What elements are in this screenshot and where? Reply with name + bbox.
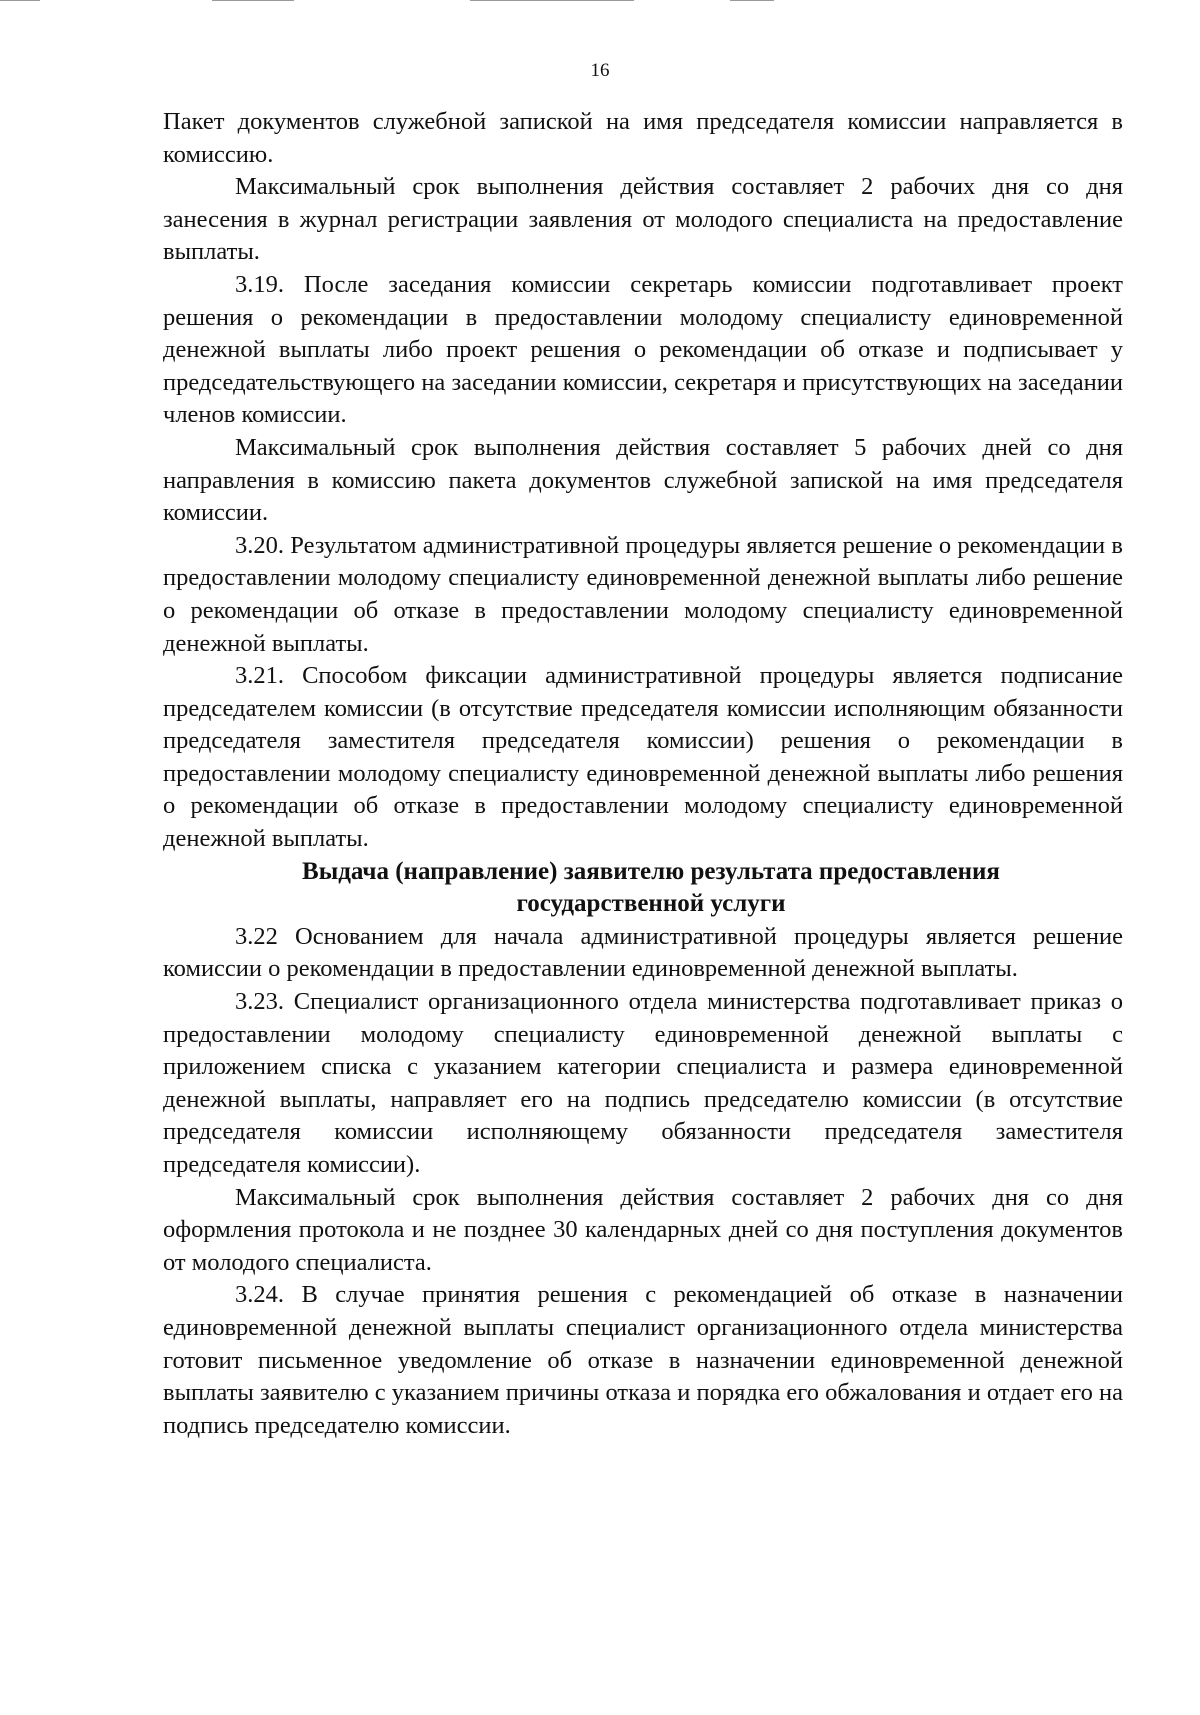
section-heading-line: Выдача (направление) заявителю результата предоставления <box>302 857 1000 885</box>
document-body <box>163 106 1123 1442</box>
section-heading <box>163 856 1123 921</box>
paragraph: Максимальный срок выполнения действия составляет 2 рабочих дня со дня оформления протокола и не позднее 30 календарных дней со дня поступления документов от молодого специалиста. <box>163 1183 1123 1276</box>
paragraph: Максимальный срок выполнения действия составляет 2 рабочих дня со дня занесения в журнал регистрации заявления от молодого специалиста на предоставление выплаты. <box>163 173 1123 266</box>
paragraph-3-21: 3.21. Способом фиксации административной процедуры является подписание председателем комиссии (в отсутствие председателя комиссии исполняющим обязанности председателя заместителя председателя комиссии) решения о рекомендации в предоставлении молодому специалисту единовременной денежной выплаты либо решения о рекомендации об отказе в предоставлении молодому специалисту единовременной денежной выплаты. <box>163 662 1123 853</box>
paragraph-3-22: 3.22 Основанием для начала административной процедуры является решение комиссии о рекомендации в предоставлении единовременной денежной выплаты. <box>163 922 1123 983</box>
paragraph-3-19: 3.19. После заседания комиссии секретарь комиссии подготавливает проект решения о рекомендации в предоставлении молодому специалисту единовременной денежной выплаты либо проект решения о рекомендации об отказе и подписывает у председательствующего на заседании комиссии, секретаря и присутствующих на заседании членов комиссии. <box>163 270 1123 429</box>
scan-edge-line <box>470 0 634 1</box>
paragraph-3-23: 3.23. Специалист организационного отдела министерства подготавливает приказ о предоставлении молодому специалисту единовременной денежной выплаты с приложением списка с указанием категории специалиста и размера единовременной денежной выплаты, направляет его на подпись председателю комиссии (в отсутствие председателя комиссии исполняющему обязанности председателя заместителя председателя комиссии). <box>163 988 1123 1178</box>
paragraph: Максимальный срок выполнения действия составляет 5 рабочих дней со дня направления в комиссию пакета документов служебной запиской на имя председателя комиссии. <box>163 433 1123 527</box>
paragraph-3-20: 3.20. Результатом административной процедуры является решение о рекомендации в предоставлении молодому специалисту единовременной денежной выплаты либо решение о рекомендации об отказе в предоставлении молодому специалисту единовременной денежной выплаты. <box>163 531 1123 657</box>
scan-edge-line <box>730 0 774 1</box>
paragraph: Пакет документов служебной запиской на имя председателя комиссии направляется в комиссию. <box>163 108 1123 168</box>
paragraph-3-24: 3.24. В случае принятия решения с рекомендацией об отказе в назначении единовременной денежной выплаты специалист организационного отдела министерства готовит письменное уведомление об отказе в назначении единовременной денежной выплаты заявителю с указанием причины отказа и порядка его обжалования и отдает его на подпись председателю комиссии. <box>163 1281 1123 1439</box>
page-number: 16 <box>590 60 610 81</box>
section-heading-line: государственной услуги <box>516 890 786 918</box>
scan-edge-line <box>0 0 40 1</box>
scan-edge-line <box>212 0 294 1</box>
